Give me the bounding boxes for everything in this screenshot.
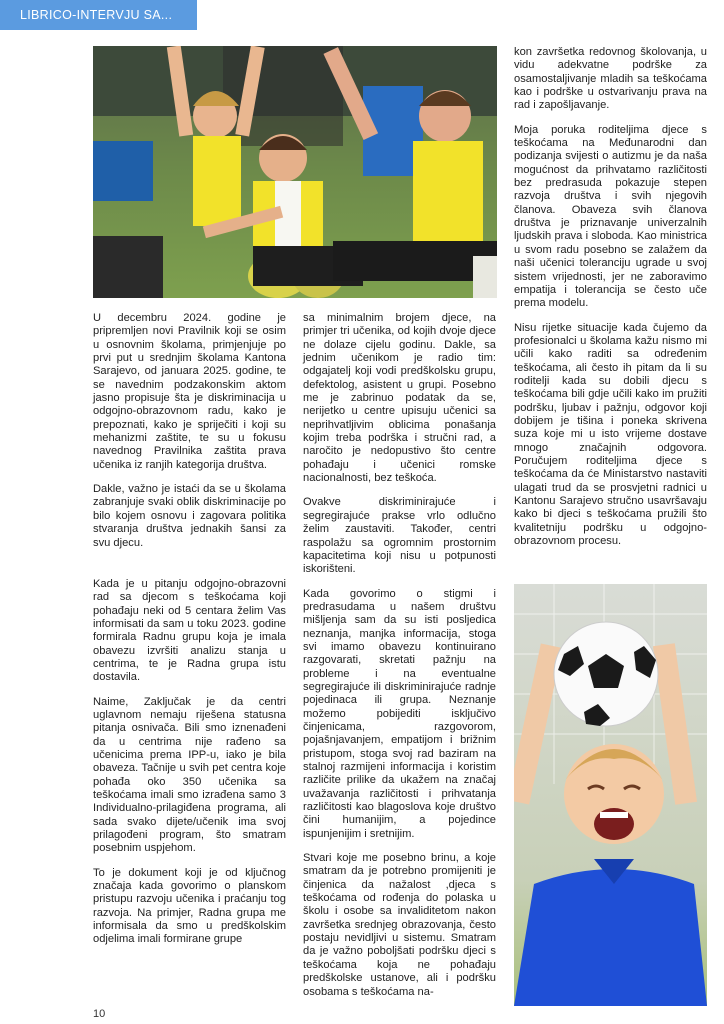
section-title-tag: LIBRICO-INTERVJU SA... [0, 0, 197, 30]
paragraph: Nisu rijetke situacije kada čujemo da profesionalci u školama kažu nismo mi učili kako raditi sa određenim teškoćama, ali često ih pitam da li su roditelji kada su dobili djecu s teškoćama bili gdje učili kako im pružiti podršku, ljubav i pažnju, odgovor koji dobijem je tišina i poneka skrivena suza koje mi u isto vrijeme dostave mnogo značajnih odgovora. Poručujem roditeljima djece s teškoćama da će Ministarstvo nastaviti ulagati trud da se prosvjetni radnici u Kantonu Sarajevo stručno usavršavaju kako bi djeci s teškoćama pružili što kvalitetniju podršku u odgojno-obrazovnom procesu. [514, 321, 707, 548]
paragraph: Moja poruka roditeljima djece s teškoćama na Međunarodni dan podizanja svijesti o autizmu je da naša mogućnost da prihvatamo različitosti bez predrasuda pokazuje stepen razvoja društva i svih njegovih članova. Obaveza svih članova društva je priznavanje univerzalnih ljudskih prava i sloboda. Kao ministrica u svom radu posebno se zalažem da naši učenici toleranciju ugrade u svoj sistem vrijednosti, jer ne zaboravimo empatija i tolerancija se često uče prema modelu. [514, 123, 707, 310]
paragraph: kon završetka redovnog školovanja, u vidu adekvatne podrške za osamostaljivanje mladih sa teškoćama kao i podrške u ostvarivanju prava na rad i zapošljavanje. [514, 46, 707, 112]
paragraph: U decembru 2024. godine je pripremljen novi Pravilnik koji se osim u osnovnim školama, primjenjuje po prvi put u srednjim školama Kantona Sarajevo, od januara 2025. godine, te se navednim podzakonskim aktom jasno propisuje šta je diskriminacija u odgojno-obrazovnom radu, kako je prepoznati, kako je spriječiti i koji su mehanizmi zaštite, te su u fokusu navednog Pravilnika zaštita prava učenika iz ranjih kategorija društva. [93, 312, 286, 471]
paragraph: Kada govorimo o stigmi i predrasudama u našem društvu mišljenja sam da su isti posljedica neznanja, manjka informacija, stoga svi imamo obavezu kontinuirano razgovarati, skretati pažnju na probleme i na eventualne segregirajuće ili diskriminirajuće radnje pojedinaca ili grupa. Neznanje možemo pobijediti isključivo činjenicama, razgovorom, pojašnjavanjem, empatijom i brižnim pristupom, stoga svoj rad baziram na stalnoj razmijeni informacija i koristim različite prilike da ukažem na značaj uvažavanja različitosti i prihvatanja različitosti kao blagoslova koje društvo čini humanijim, a pojedince ispunjenijim i sretnijim. [303, 587, 496, 840]
paragraph: Naime, Zaključak je da centri uglavnom nemaju riješena statusna pitanja osnivača. Bili smo iznenađeni da u centrima nije rađeno sa učenicima prema IPP-u, iako je bila obaveza. Tačnije u svih pet centra koje pohađa oko 350 učenika sa teškoćama imali smo izrađena samo 3 Individualno-prilagiđena programa, ali sada svako dijete/učenik ima svoj prilagođeni program, što smatram posebnim uspjehom. [93, 695, 286, 855]
article-column-3 [514, 46, 707, 559]
paragraph: Kada je u pitanju odgojno-obrazovni rad sa djecom s teškoćama koji pohađaju neki od 5 centara želim Vas informisati da sam u toku 2023. godine formirala Radnu grupu koja je imala obavezu izvršiti analizu stanja u centrima, te je Radna grupa istu dostavila. [93, 577, 286, 684]
paragraph: Dakle, važno je istaći da se u školama zabranjuje svaki oblik diskriminacije po bilo kojem osnovu i zagovara politika stvaranja društva jednakih šansi za svu djecu. [93, 483, 286, 549]
paragraph: Ovakve diskriminirajuće i segregirajuće prakse vrlo odlučno želim zaustaviti. Također, centri raspolažu sa ogromnim prostornim kapacitetima koji nisu u potpunosti iskorišteni. [303, 496, 496, 576]
paragraph: sa minimalnim brojem djece, na primjer tri učenika, od kojih dvoje djece ne dolaze cijelu godinu. Dakle, sa jednim učenikom je radio tim: odgajatelj koji vodi predškolsku grupu, defektolog, asistent u grupi. Posebno me je zabrinuo podatak da se, nerijetko u centre upisuju učenici sa neprihvatljivim oblicima ponašanja kojim treba podrška i stručni rad, a naročito je nedopustivo što centre pohađaju i učenici romske nacionalnosti, bez teškoća. [303, 312, 496, 485]
article-column-2 [303, 312, 496, 1010]
boy-with-ball-photo [514, 584, 707, 1006]
page-number: 10 [93, 1008, 106, 1020]
article-column-1 [93, 312, 286, 958]
paragraph: To je dokument koji je od ključnog značaja kada govorimo o planskom pristupu razvoju učenika i praćanju tog razvoja. Na primjer, Radna grupa me informisala da smo u predškolskim odjelima imali formirane grupe [93, 866, 286, 946]
children-stretching-photo [93, 46, 497, 298]
paragraph: Stvari koje me posebno brinu, a koje smatram da je potrebno promijeniti je činjenica da nažalost ,djeca s teškoćama od rođenja do polaska u školu i osobe sa invaliditetom nakon završetka srednjeg obrazovanja, često postaju nevidljivi u sistemu. Smatram da je važno poboljšati podršku djeci s teškoćama koja ne pohađaju predškolske ustanove, ali i podršku osobama s teškoćama na- [303, 852, 496, 998]
